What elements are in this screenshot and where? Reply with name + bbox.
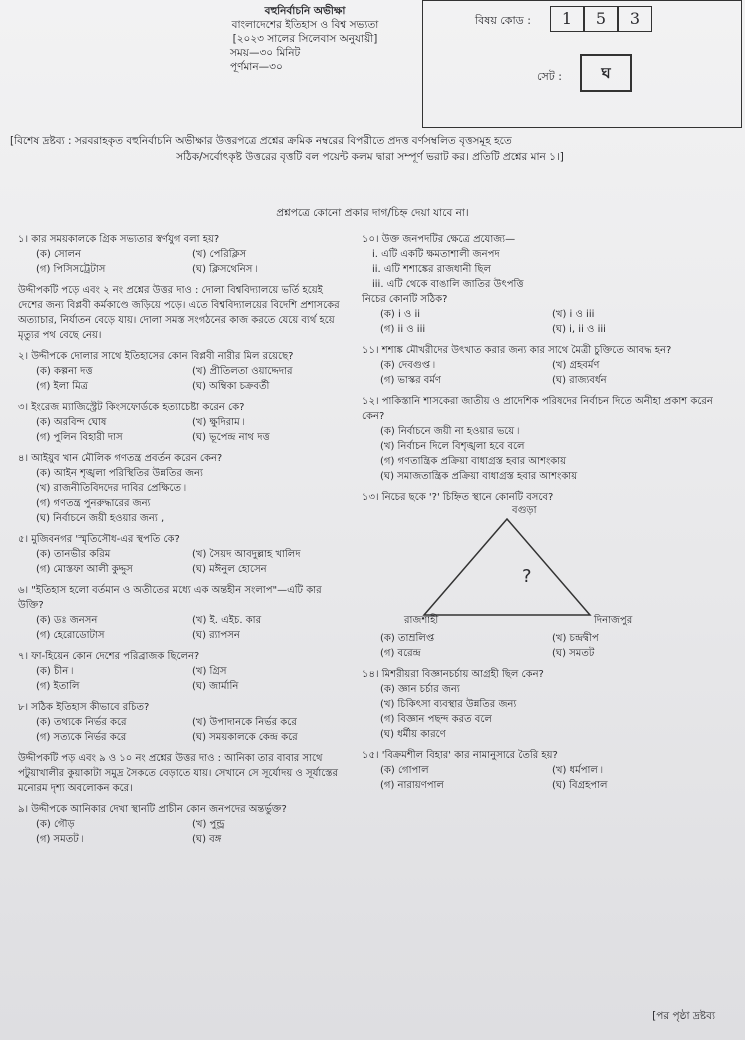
option: (খ) গ্রিস: [192, 666, 227, 677]
question: [362, 232, 724, 337]
subject-name: বাংলাদেশের ইতিহাস ও বিশ্ব সভ্যতা: [231, 19, 379, 31]
left-column: [18, 232, 348, 853]
options: [18, 415, 348, 445]
option: (খ) রাজনীতিবিদদের দাবির প্রেক্ষিতে ৷: [36, 483, 186, 494]
option: (ক) তাম্রলিপ্ত: [380, 633, 435, 644]
question-stem: ১৫। 'বিক্রমশীল বিহার' কার নামানুসারে তৈরি হয়?: [362, 750, 558, 761]
option: (ঘ) ধর্মীয় কারণে: [380, 729, 446, 740]
option: (খ) প্রীতিলতা ওয়াদ্দেদার: [192, 366, 293, 377]
option: (খ) ধর্মপাল ৷: [552, 765, 603, 776]
options: [362, 307, 724, 337]
question-stem: ৭। ফা-হিয়েন কোন দেশের পরিব্রাজক ছিলেন?: [18, 651, 200, 662]
option: (ঘ) সমাজতান্ত্রিক প্রক্রিয়া বাধাগ্রস্ত হবার আশংকায়: [380, 471, 578, 482]
options: [18, 664, 348, 694]
options: [362, 631, 724, 661]
options: [362, 682, 724, 742]
no-mark-warning: প্রশ্নপত্রে কোনো প্রকার দাগ/চিহ্ন দেয়া যাবে না।: [276, 207, 469, 219]
option: (গ) সমতট ৷: [36, 834, 84, 845]
question: [18, 451, 348, 526]
option: (ক) চীন ৷: [36, 666, 74, 677]
option: (গ) হেরোডোটাস: [36, 630, 105, 641]
option: (ক) গৌড়: [36, 819, 75, 830]
option: (খ) সৈয়দ আবদুল্লাহ খালিদ: [192, 549, 301, 560]
right-column: [362, 232, 724, 799]
question: [18, 802, 348, 847]
question-stem: ৪। আইয়ুব খান মৌলিক গণতন্ত্র প্রবর্তন করেন কেন?: [18, 453, 223, 464]
option: (ঘ) র‍্যাপসন: [192, 630, 240, 641]
question-stem: ১৪। মিশরীয়রা বিজ্ঞানচর্চায় আগ্রহী ছিল কেন?: [362, 669, 544, 680]
option: (ক) তথ্যকে নির্ভর করে: [36, 717, 127, 728]
options: [18, 547, 348, 577]
options: [362, 358, 724, 388]
subject-code-cells: [550, 6, 652, 32]
set-label: সেট :: [537, 70, 562, 83]
diagram-top-label: বগুড়া: [512, 505, 537, 516]
code-digit: 1: [550, 6, 584, 32]
option: (খ) পেরিক্লিস: [192, 249, 247, 260]
question: [362, 667, 724, 742]
question: [362, 343, 724, 388]
options: [18, 247, 348, 277]
question: [362, 394, 724, 484]
question-stem: ১৩। নিচের ছকে '?' চিহ্নিত স্থানে কোনটি বসবে?: [362, 492, 554, 503]
option: (ঘ) বঙ্গ: [192, 834, 222, 845]
options: [362, 424, 724, 484]
option: (ক) নির্বাচনে জয়ী না হওয়ার ভয়ে ৷: [380, 426, 520, 437]
option: (গ) পুলিন বিহারী দাস: [36, 432, 123, 443]
option: (খ) পুন্ড্র: [192, 819, 225, 830]
note-line-2: সঠিক/সর্বোৎকৃষ্ট উত্তরের বৃত্তটি বল পয়েন্ট কলম দ্বারা সম্পূর্ণ ভরাট কর। প্রতিটি প্রশ্নের মান ১।]: [176, 151, 564, 163]
subject-code-label: বিষয় কোড :: [475, 14, 531, 27]
option: (গ) সত্যকে নির্ভর করে: [36, 732, 127, 743]
question-stem: ১। কার সময়কালকে গ্রিক সভ্যতার স্বর্ণযুগ বলা হয়?: [18, 234, 220, 245]
options: [18, 817, 348, 847]
statement: i. এটি একটি ক্ষমতাশালী জনপদ: [372, 249, 500, 260]
option: (ঘ) মঈনুল হোসেন: [192, 564, 267, 575]
option: (ঘ) বিগ্রহপাল: [552, 780, 608, 791]
statement: iii. এটি থেকে বাঙালি জাতির উৎপত্তি: [372, 279, 524, 290]
option: (খ) উপাদানকে নির্ভর করে: [192, 717, 297, 728]
next-page-note: [পর পৃষ্ঠা দ্রষ্টব্য: [652, 1010, 715, 1022]
question: [18, 349, 348, 394]
option: (ক) সোলন: [36, 249, 81, 260]
set-value: ঘ: [580, 54, 632, 92]
option: (গ) বরেন্দ্র: [380, 648, 421, 659]
question: [18, 700, 348, 745]
full-marks: পূর্ণমান—৩০: [230, 61, 283, 73]
exam-type: বহুনির্বাচনি অভীক্ষা: [264, 5, 346, 17]
option: (ঘ) রাজ্যবর্ধন: [552, 375, 607, 386]
option: (ক) অরবিন্দ ঘোষ: [36, 417, 107, 428]
statements: [362, 247, 724, 292]
question-stem: ১২। পাকিস্তানি শাসকেরা জাতীয় ও প্রাদেশিক পরিষদের নির্বাচন দিতে অনীহা প্রকাশ করেন কেন?: [362, 396, 713, 422]
code-digit: 3: [618, 6, 652, 32]
question-stem: ১০। উক্ত জনপদটির ক্ষেত্রে প্রযোজ্য—: [362, 234, 516, 245]
question-stem: ৬। "ইতিহাস হলো বর্তমান ও অতীতের মধ্যে এক অন্তহীন সংলাপ"—এটি কার উক্তি?: [18, 585, 322, 611]
option: (গ) ইলা মিত্র: [36, 381, 89, 392]
question-stem: ৩। ইংরেজ ম্যাজিস্ট্রেট কিংসফোর্ডকে হত্যাচেষ্টা করেন কে?: [18, 402, 245, 413]
option: (ক) আইন শৃঙ্খলা পরিস্থিতির উন্নতির জন্য: [36, 468, 203, 479]
question: [18, 400, 348, 445]
question-stem: ৫। মুজিবনগর 'স্মৃতিসৌধ-এর স্থপতি কে?: [18, 534, 180, 545]
syllabus-note: [২০২৩ সালের সিলেবাস অনুযায়ী]: [232, 33, 378, 45]
question-stem: ২। উদ্দীপকে দোলার সাথে ইতিহাসের কোন বিপ্লবী নারীর মিল রয়েছে?: [18, 351, 294, 362]
option: (গ) ii ও iii: [380, 324, 426, 335]
option: (খ) ই. এইচ. কার: [192, 615, 262, 626]
statement: ii. এটি শশাঙ্কের রাজধানী ছিল: [372, 264, 491, 275]
option: (খ) চন্দ্রদ্বীপ: [552, 633, 599, 644]
time-limit: সময়—৩০ মিনিট: [230, 47, 301, 59]
option: (ঘ) সময়কালকে কেন্দ্র করে: [192, 732, 298, 743]
option: (গ) নারায়ণপাল: [380, 780, 444, 791]
note-line-1: [বিশেষ দ্রষ্টব্য : সরবরাহকৃত বহুনির্বাচনি অভীক্ষার উত্তরপত্রে প্রশ্নের ক্রমিক নম্বরের বিপরীতে প্রদত্ত বর্ণসম্বলিত বৃত্তসমূহ হতে: [10, 135, 512, 147]
option: (ঘ) সমতট: [552, 648, 595, 659]
option: (ঘ) অম্বিকা চক্রবর্তী: [192, 381, 270, 392]
option: (গ) মোস্তফা আলী কুদ্দুস: [36, 564, 133, 575]
option: (গ) গণতন্ত্র পুনরুদ্ধারের জন্য: [36, 498, 151, 509]
option: (গ) গণতান্ত্রিক প্রক্রিয়া বাধাগ্রস্ত হবার আশংকায়: [380, 456, 567, 467]
option: (খ) i ও iii: [552, 309, 595, 320]
option: (ঘ) ভূপেন্দ্র নাথ দত্ত: [192, 432, 270, 443]
diagram-left-label: রাজশাহী: [404, 615, 439, 626]
triangle-diagram: [362, 507, 702, 627]
option: (খ) নির্বাচন দিলে বিশৃঙ্খলা হবে বলে: [380, 441, 525, 452]
option: (ক) তানভীর করিম: [36, 549, 111, 560]
option: (ক) কল্পনা দত্ত: [36, 366, 93, 377]
option: (ক) i ও ii: [380, 309, 421, 320]
option: (ঘ) ক্লিসথেনিস ৷: [192, 264, 258, 275]
question-stem: ১১। শশাঙ্ক মৌখরীদের উৎখাত করার জন্য কার সাথে মৈত্রী চুক্তিতে আবদ্ধ হন?: [362, 345, 672, 356]
question: [18, 232, 348, 277]
option: (গ) ইতালি: [36, 681, 80, 692]
option: (খ) ক্ষুদিরাম ৷: [192, 417, 245, 428]
question: [362, 490, 724, 661]
option: (ক) গোপাল: [380, 765, 429, 776]
options: [18, 715, 348, 745]
option: (ক) দেবগুপ্ত ৷: [380, 360, 435, 371]
code-digit: 5: [584, 6, 618, 32]
exam-header: [210, 4, 400, 74]
option: (ঘ) নির্বাচনে জয়ী হওয়ার জন্য ,: [36, 513, 165, 524]
question: [18, 532, 348, 577]
option: (গ) পিসিসট্রেটাস: [36, 264, 106, 275]
triangle-shape: [422, 517, 592, 617]
diagram-center-mark: ?: [522, 566, 532, 587]
special-note: [10, 133, 730, 165]
question: [18, 583, 348, 643]
options: [18, 466, 348, 526]
lead-text: নিচের কোনটি সঠিক?: [362, 294, 448, 305]
stimulus: উদ্দীপকটি পড় এবং ৯ ও ১০ নং প্রশ্নের উত্তর দাও : আনিকা তার বাবার সাথে পটুয়াখালীর কুয়াকাটা সমুদ্র সৈকতে বেড়াতে যায়। সেখানে সে সূর্যোদয় ও সূর্যাস্তের মনোরম দৃশ্য অবলোকন করে।: [18, 753, 338, 794]
question-stem: ৯। উদ্দীপকে আনিকার দেখা স্থানটি প্রাচীন কোন জনপদের অন্তর্ভুক্ত?: [18, 804, 287, 815]
option: (ক) ডঃ জনসন: [36, 615, 98, 626]
question-stem: ৮। সঠিক ইতিহাস কীভাবে রচিত?: [18, 702, 150, 713]
option: (ক) জ্ঞান চর্চার জন্য: [380, 684, 460, 695]
option: (খ) গ্রহবর্মণ: [552, 360, 600, 371]
options: [18, 613, 348, 643]
diagram-right-label: দিনাজপুর: [594, 615, 633, 626]
option: (ঘ) i, ii ও iii: [552, 324, 606, 335]
stimulus: উদ্দীপকটি পড়ে এবং ২ নং প্রশ্নের উত্তর দাও : দোলা বিশ্ববিদ্যালয়ে ভর্তি হয়েই দেশের জন্য বিপ্লবী কর্মকাণ্ডে জড়িয়ে পড়ে। এতে বিশ্ববিদ্যালয়ের বিদেশি প্রশাসকের অত্যাচার, নির্যাতন বেড়ে যায়। দোলা সমস্ত সংগঠনের কাজ করতে যেয়ে ব্যর্থ হয়ে মৃত্যুর পথ বেছে নেয়।: [18, 285, 340, 341]
options: [362, 763, 724, 793]
option: (খ) চিকিৎসা ব্যবস্থার উন্নতির জন্য: [380, 699, 517, 710]
question: [18, 649, 348, 694]
question: [362, 748, 724, 793]
option: (গ) ভাস্কর বর্মণ: [380, 375, 441, 386]
option: (গ) বিজ্ঞান পছন্দ করত বলে: [380, 714, 492, 725]
option: (ঘ) জার্মানি: [192, 681, 239, 692]
options: [18, 364, 348, 394]
